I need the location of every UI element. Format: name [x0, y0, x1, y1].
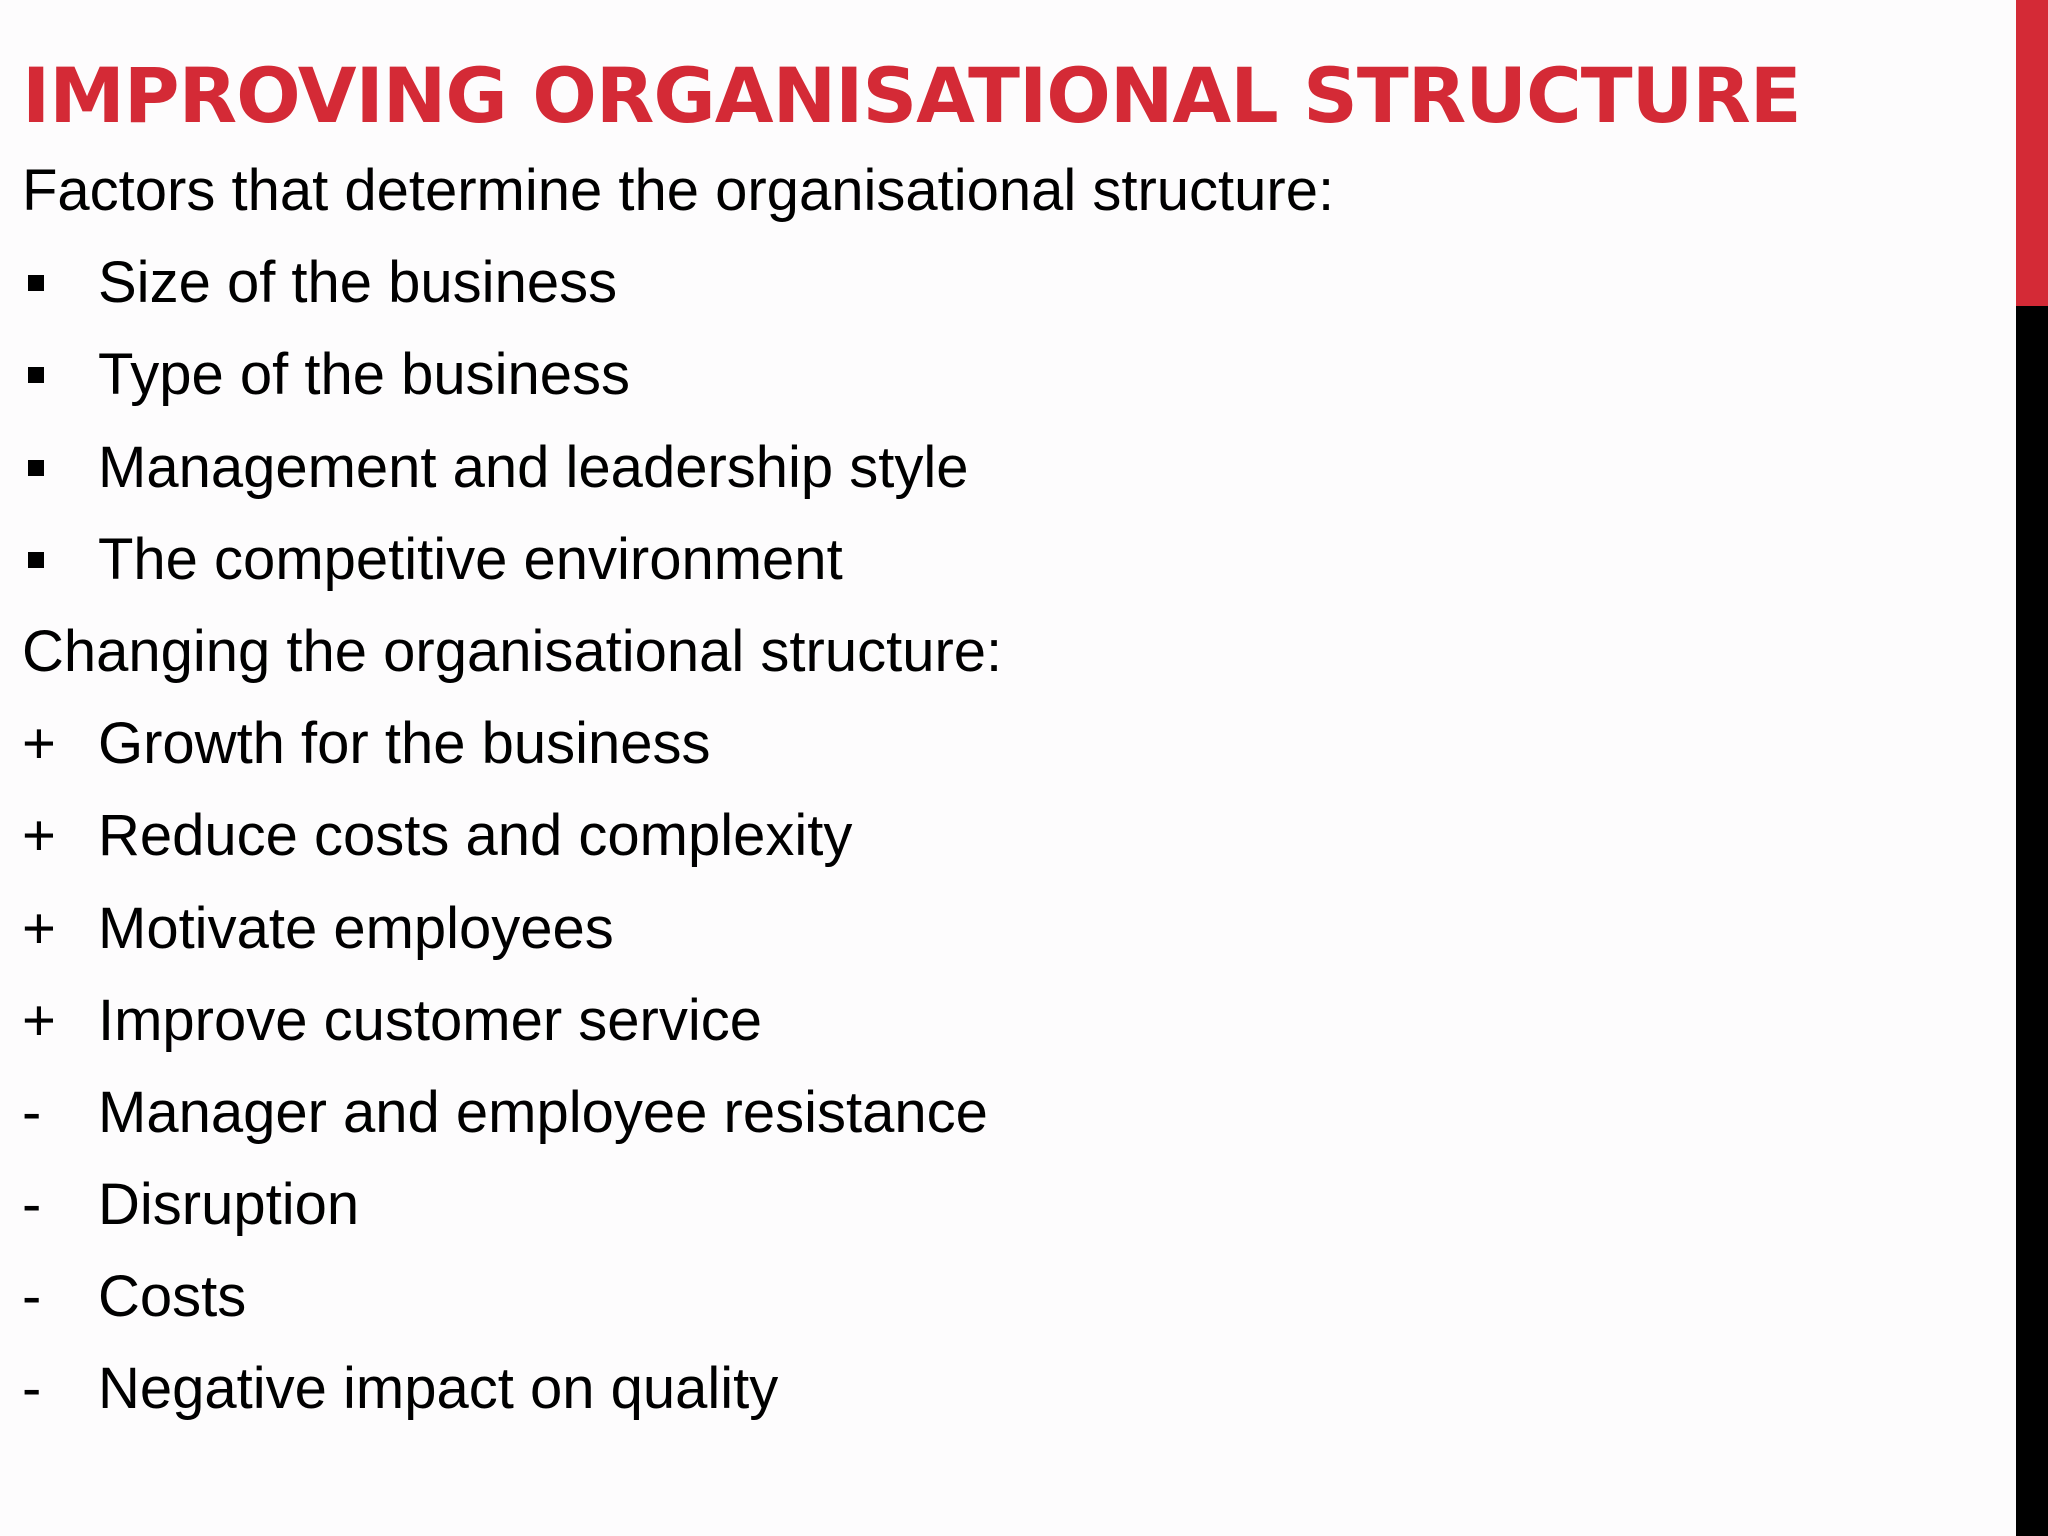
square-bullet-icon — [28, 460, 44, 476]
changing-item-text: Improve customer service — [98, 987, 762, 1053]
side-accent-red — [2016, 0, 2048, 306]
minus-marker: - — [22, 1172, 42, 1238]
changing-item — [22, 1067, 1982, 1159]
factor-item-text: Type of the business — [98, 342, 630, 408]
changing-item-text: Reduce costs and complexity — [98, 803, 853, 869]
side-accent-bar — [2016, 0, 2048, 1536]
changing-item — [22, 1343, 1982, 1435]
slide-body — [22, 145, 1982, 1436]
changing-item — [22, 975, 1982, 1067]
factors-list — [22, 237, 1982, 606]
factor-item-text: Management and leadership style — [98, 434, 969, 500]
slide-title: IMPROVING ORGANISATIONAL STRUCTURE — [22, 51, 1801, 140]
changing-item — [22, 883, 1982, 975]
side-accent-black — [2016, 306, 2048, 1536]
square-bullet-icon — [28, 552, 44, 568]
factor-item — [22, 329, 1982, 421]
factor-item-text: Size of the business — [98, 250, 618, 316]
plus-marker: + — [22, 895, 56, 961]
factors-heading-line — [22, 145, 1982, 237]
changing-item — [22, 698, 1982, 790]
changing-item — [22, 1159, 1982, 1251]
changing-item-text: Costs — [98, 1264, 247, 1330]
minus-marker: - — [22, 1264, 42, 1330]
factor-item — [22, 237, 1982, 329]
changing-item-text: Manager and employee resistance — [98, 1079, 988, 1145]
factor-item — [22, 514, 1982, 606]
square-bullet-icon — [28, 367, 44, 383]
changing-item-text: Disruption — [98, 1172, 360, 1238]
changing-item-text: Motivate employees — [98, 895, 614, 961]
minus-marker: - — [22, 1079, 42, 1145]
minus-marker: - — [22, 1356, 42, 1422]
changing-heading: Changing the organisational structure: — [22, 618, 1003, 684]
plus-marker: + — [22, 987, 56, 1053]
plus-marker: + — [22, 711, 56, 777]
square-bullet-icon — [28, 275, 44, 291]
changing-item — [22, 1251, 1982, 1343]
changing-list — [22, 698, 1982, 1436]
changing-item — [22, 790, 1982, 882]
factors-heading: Factors that determine the organisational structure: — [22, 158, 1335, 223]
changing-item-text: Growth for the business — [98, 711, 711, 777]
factor-item — [22, 422, 1982, 514]
plus-marker: + — [22, 803, 56, 869]
factor-item-text: The competitive environment — [98, 526, 843, 592]
changing-item-text: Negative impact on quality — [98, 1356, 779, 1422]
changing-heading-line — [22, 606, 1982, 698]
